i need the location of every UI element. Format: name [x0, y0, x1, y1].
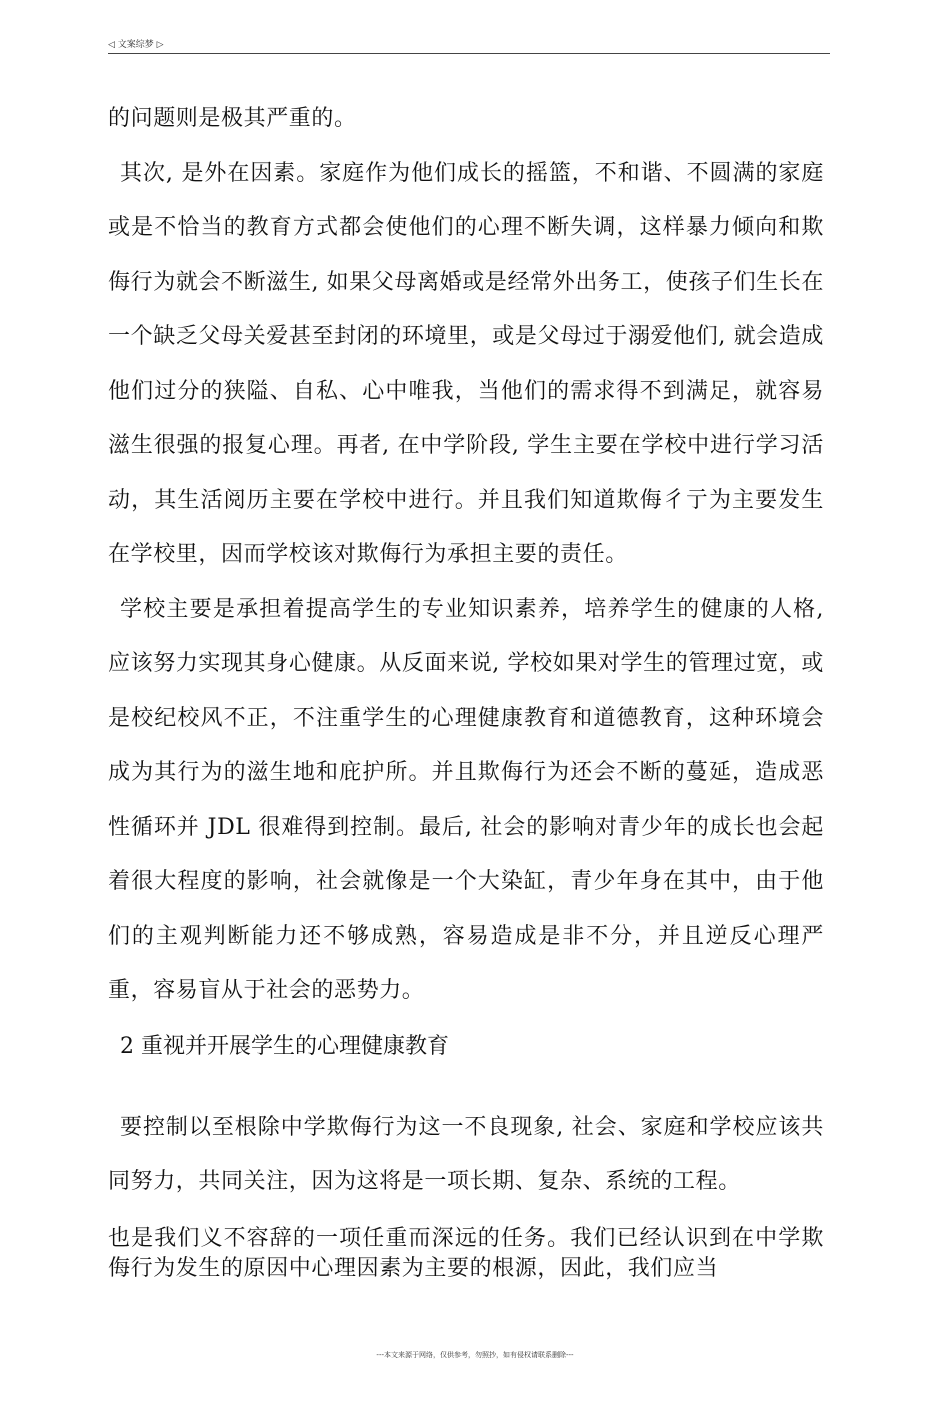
paragraph-section-intro: 要控制以至根除中学欺侮行为这一不良现象, 社会、家庭和学校应该共同努力，共同关注，因为这将是一项长期、复杂、系统的工程。 — [108, 1114, 824, 1194]
page-footer: ---本文来源于网络，仅供参考，勿照抄，如有侵权请联系删除--- — [376, 1351, 574, 1359]
header-label: ◁ 文案综梦 ▷ — [108, 40, 164, 50]
document-body — [108, 92, 824, 1306]
page-header — [108, 38, 830, 52]
paragraph-school-role: 学校主要是承担着提高学生的专业知识素养，培养学生的健康的人格, 应该努力实现其身心健康。从反面来说, 学校如果对学生的管理过宽，或是校纪校风不正，不注重学生的心理健康教育和道德教育，这种环境会成为其行为的滋生地和庇护所。并且欺侮行为还会不断的蔓延，造成恶性循环并 JDL 很难得到控制。最后, 社会的影响对青少年的成长也会起着很大程度的影响，社会就像是一个大染缸，青少年身在其中，由于他们的主观判断能力还不够成熟，容易造成是非不分，并且逆反心理严重，容易盲从于社会的恶势力。 — [108, 596, 824, 1003]
header-rule — [108, 53, 830, 54]
section-heading: 2 重视并开展学生的心理健康教育 — [120, 1033, 449, 1059]
paragraph-closing: 也是我们义不容辞的一项任重而深远的任务。我们已经认识到在中学欺侮行为发生的原因中心理因素为主要的根源，因此，我们应当 — [108, 1225, 824, 1281]
paragraph-external-factors: 其次, 是外在因素。家庭作为他们成长的摇篮，不和谐、不圆满的家庭或是不恰当的教育方式都会使他们的心理不断失调，这样暴力倾向和欺侮行为就会不断滋生, 如果父母离婚或是经常外出务工，使孩子们生长在一个缺乏父母关爱甚至封闭的环境里，或是父母过于溺爱他们, 就会造成他们过分的狭隘、自私、心中唯我，当他们的需求得不到满足，就容易滋生很强的报复心理。再者, 在中学阶段, 学生主要在学校中进行学习活动，其生活阅历主要在学校中进行。并且我们知道欺侮彳亍为主要发生在学校里，因而学校该对欺侮行为承担主要的责任。 — [108, 160, 824, 567]
paragraph-continuation: 的问题则是极其严重的。 — [108, 106, 357, 131]
